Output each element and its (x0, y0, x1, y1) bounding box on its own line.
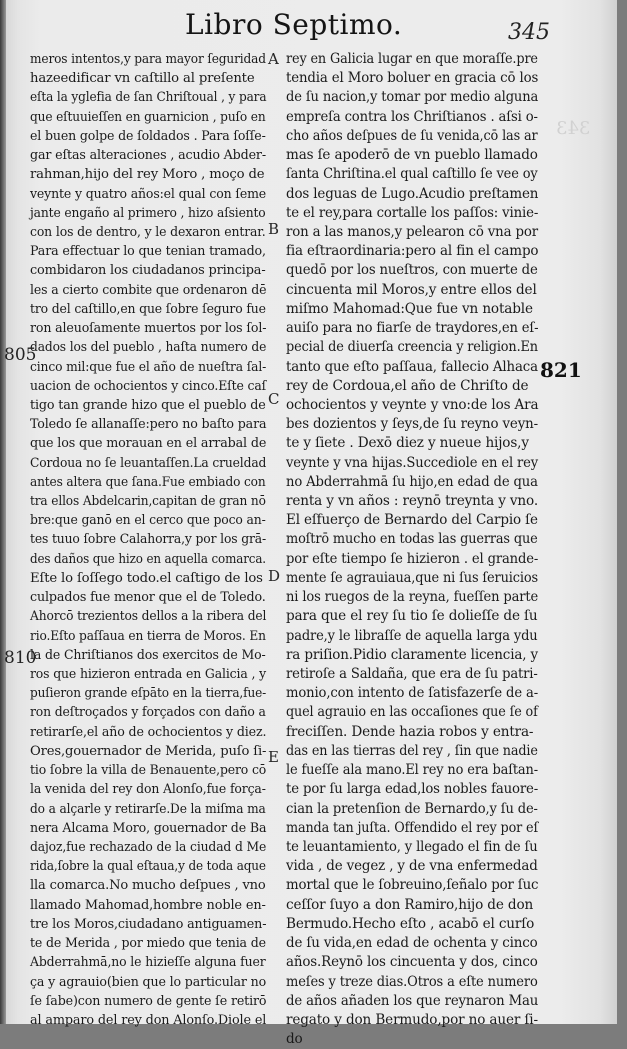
text-line: ça y agrauio(bien que lo particular no (30, 974, 267, 990)
text-line: culpados fue menor que el de Toledo. (30, 590, 266, 606)
text-line: tra ellos Abdelcarin,capitan de gran nō (30, 494, 266, 510)
text-line: combidaron los ciudadanos principa- (30, 263, 266, 279)
text-line: cinco mil:que fue el año de nueſtra ſal- (30, 359, 267, 375)
text-line: freciſſen. Dende hazia robos y entra- (286, 723, 534, 740)
text-line: rey de Cordoua,el año de Chriſto de (286, 377, 529, 394)
running-title: Libro Septimo. (185, 8, 403, 41)
text-line: moſtrō mucho en todas las guerras que (286, 531, 538, 548)
text-line: con los de dentro, y le dexaron entrar. (30, 224, 266, 240)
bleed-through-page-number: 343 (556, 118, 591, 139)
text-line: meros intentos,y para mayor ſeguridad (30, 52, 266, 67)
section-marker-c: C (268, 390, 280, 408)
text-line: gar eſtas alteraciones , acudio Abder- (30, 148, 266, 164)
text-line: bre:que ganō en el cerco que poco an- (30, 513, 266, 529)
text-line: veynte y quatro años:el qual con ſeme (30, 186, 267, 202)
text-line: Eſte lo ſoſſego todo.el caſtigo de los (30, 570, 263, 586)
text-line: El eſfuerço de Bernardo del Carpio ſe (286, 512, 538, 529)
text-line: ſe ſabe)con numero de gente ſe retirō (30, 993, 267, 1009)
text-line: ron deſtroçados y forçados con daño a (30, 705, 266, 721)
text-line: miſmo Mahomad:Que fue vn notable (286, 300, 533, 317)
text-line: rida,ſobre la qual eſtaua,y de toda aque (30, 859, 266, 875)
text-line: mortal que le ſobreuino,ſeñalo por ſuc (286, 877, 539, 894)
text-line: regato y don Bermudo,por no auer ſi- (286, 1011, 538, 1028)
text-line: meſes y treze dias.Otros a eſte numero (286, 973, 538, 990)
text-line: lla comarca.No mucho deſpues , vno (30, 878, 266, 894)
text-line: tendia el Moro boluer en gracia cō los (286, 70, 539, 87)
text-line: te por ſu larga edad,los nobles fauore- (286, 781, 539, 798)
text-line: Cordoua no ſe leuantaſſen.La crueldad (30, 455, 267, 471)
text-line: renta y vn años : reynō treynta y vno. (286, 493, 538, 510)
text-line: pecial de diuerſa creencia y religion.En (286, 339, 538, 356)
section-marker-a: A (268, 50, 279, 68)
section-marker-e: E (268, 748, 279, 766)
text-line: tre los Moros,ciudadano antiguamen- (30, 916, 267, 932)
page-number: 345 (508, 20, 550, 45)
text-line: tes tuuo ſobre Calahorra,y por los grā- (30, 532, 267, 548)
left-text-column (30, 50, 266, 1030)
text-line: eſta la yglefia de ſan Chriſtoual , y para (30, 90, 267, 106)
text-line: llamado Mahomad,hombre noble en- (30, 897, 266, 913)
text-line: jante engaño al primero , hizo aſsiento (30, 205, 266, 221)
text-line: ros que hizieron entrada en Galicia , y (30, 667, 266, 682)
text-line: de ſu nacion,y tomar por medio alguna (286, 89, 539, 106)
text-line: retirarſe,el año de ochocientos y diez. (30, 724, 267, 740)
text-line: la venida del rey don Alonſo,fue força- (30, 782, 266, 798)
section-marker-b: B (268, 220, 280, 238)
text-line: Ahorcō trezientos dellos a la ribera del (30, 609, 267, 625)
text-line: ron aleuoſamente muertos por los ſol- (30, 321, 267, 337)
text-line: no Abderrahmā ſu hijo,en edad de qua (286, 473, 538, 490)
text-line: veynte y vna hijas.Succediole en el rey (286, 454, 539, 471)
text-line: do a alçarle y retirarſe.De la miſma ma (30, 801, 266, 817)
text-line: Para effectuar lo que tenian tramado, (30, 244, 266, 260)
running-header (0, 6, 617, 46)
text-line: mas ſe apoderō de vn pueblo llamado (286, 147, 538, 164)
text-line: antes altera que ſana.Fue embiado con (30, 474, 266, 490)
text-line: des daños que hizo en aquella comarca. (30, 551, 266, 567)
text-line: ron a las manos,y pelearon cō vna por (286, 223, 538, 240)
text-line: la de Chriſtianos dos exercitos de Mo- (30, 647, 266, 663)
text-line: das en las tierras del rey , ſin que nadie (286, 742, 538, 759)
page-binding-shadow (0, 0, 6, 1024)
text-line: hazeedificar vn caſtillo al preſente (30, 71, 255, 87)
text-line: Ores,gouernador de Merida, puſo ſi- (30, 743, 267, 759)
text-line: ceſſor ſuyo a don Ramiro,hijo de don (286, 896, 534, 913)
text-line: quel agrauio en las occaſiones que ſe of (286, 704, 538, 721)
text-line: ni los ruegos de la reyna, fueſſen parte (286, 589, 539, 606)
text-line: rahman,hijo del rey Moro , moço de (30, 167, 265, 183)
text-line: mente ſe agrauiaua,que ni ſus ſeruicios (286, 569, 538, 586)
text-line: uacion de ochocientos y cinco.Eſte caſ (30, 378, 267, 394)
text-line: que eſtuuieſſen en guarnicion , puſo en (30, 109, 266, 125)
text-line: que los que morauan en el arrabal de (30, 436, 267, 452)
text-line: tro del caſtillo,en que ſobre ſeguro fue (30, 301, 266, 317)
margin-year-810: 810 (4, 648, 37, 668)
text-line: te y ſiete . Dexō diez y nueue hijos,y (286, 435, 529, 452)
text-line: tigo tan grande hizo que el pueblo de (30, 397, 266, 413)
text-line: al amparo del rey don Alonſo.Diole el (30, 1012, 267, 1028)
text-line: quedō por los nueſtros, con muerte de (286, 262, 538, 279)
text-line: para que el rey ſu tio ſe dolieſſe de ſu (286, 608, 538, 625)
text-line: bes dozientos y ſeys,de ſu reyno veyn- (286, 416, 538, 433)
text-line: manda tan juſta. Offendido el rey por eſ (286, 819, 539, 836)
text-line: fia eſtraordinaria:pero al fin el campo (286, 243, 539, 260)
text-line: tanto que eſto paſſaua, fallecio Alhaca (286, 358, 538, 375)
text-line: te de Merida , por miedo que tenia de (30, 936, 266, 952)
text-line: tio ſobre la villa de Benauente,pero cō (30, 763, 267, 779)
right-text-column (286, 50, 538, 1049)
text-line: rey en Galicia lugar en que moraſſe.pre (286, 51, 538, 67)
text-line: le fueſſe ala mano.El rey no era baſtan- (286, 762, 538, 779)
text-line: vida , de vegez , y de vna enfermedad (286, 858, 538, 875)
text-line: años.Reynō los cincuenta y dos, cinco (286, 954, 538, 971)
text-line: te el rey,para cortalle los paſſos: vinie- (286, 204, 539, 221)
text-line: auiſo para no fiarſe de traydores,en eſ- (286, 320, 539, 337)
text-line: ra priſion.Pidio claramente licencia, y (286, 646, 538, 663)
text-line: el buen golpe de ſoldados . Para ſoſſe- (30, 128, 266, 144)
text-line: puſieron grande eſpāto en la tierra,fue- (30, 686, 267, 702)
text-line: dados los del pueblo , haſta numero de (30, 340, 267, 356)
text-line: les a cierto combite que ordenaron dē (30, 282, 267, 298)
text-line: de ſu vida,en edad de ochenta y cinco (286, 935, 538, 952)
text-line: de años añaden los que reynaron Mau (286, 992, 539, 1009)
text-line: ſanta Chriſtina.el qual caſtillo ſe vee oy (286, 166, 538, 183)
text-line: empreſa contra los Chriſtianos . aſsi o- (286, 108, 538, 125)
text-line: Bermudo.Hecho eſto , acabō el curſo (286, 915, 535, 932)
text-line: dos leguas de Lugo.Acudio preſtamen (286, 185, 539, 202)
text-line: nera Alcama Moro, gouernador de Ba (30, 820, 267, 836)
text-line: rio.Eſto paſſaua en tierra de Moros. En (30, 628, 266, 644)
text-line: do (286, 1031, 303, 1048)
section-marker-d: D (268, 567, 281, 585)
text-line: Toledo ſe allanaſſe:pero no baſto para (30, 417, 267, 433)
text-line: monio,con intento de ſatisfazerſe de a- (286, 685, 539, 702)
margin-folio-number: 821 (540, 358, 582, 382)
margin-year-805: 805 (4, 345, 37, 365)
text-line: Abderrahmā,no le hizieſſe alguna fuer (30, 955, 266, 971)
text-line: cincuenta mil Moros,y entre ellos del (286, 281, 537, 298)
text-line: retiroſe a Saldaña, que era de ſu patri- (286, 666, 538, 682)
text-line: te leuantamiento, y llegado el fin de ſu (286, 838, 538, 855)
text-line: padre,y le libraſſe de aquella larga ydu (286, 627, 538, 644)
text-line: por eſte tiempo ſe hizieron . el grande- (286, 550, 539, 567)
text-line: cho años deſpues de ſu venida,cō las ar (286, 127, 538, 144)
text-line: ochocientos y veynte y vno:de los Ara (286, 396, 539, 413)
text-line: cian la pretenſion de Bernardo,y ſu de- (286, 800, 538, 817)
text-line: dajoz,fue rechazado de la ciudad d Me (30, 839, 267, 855)
